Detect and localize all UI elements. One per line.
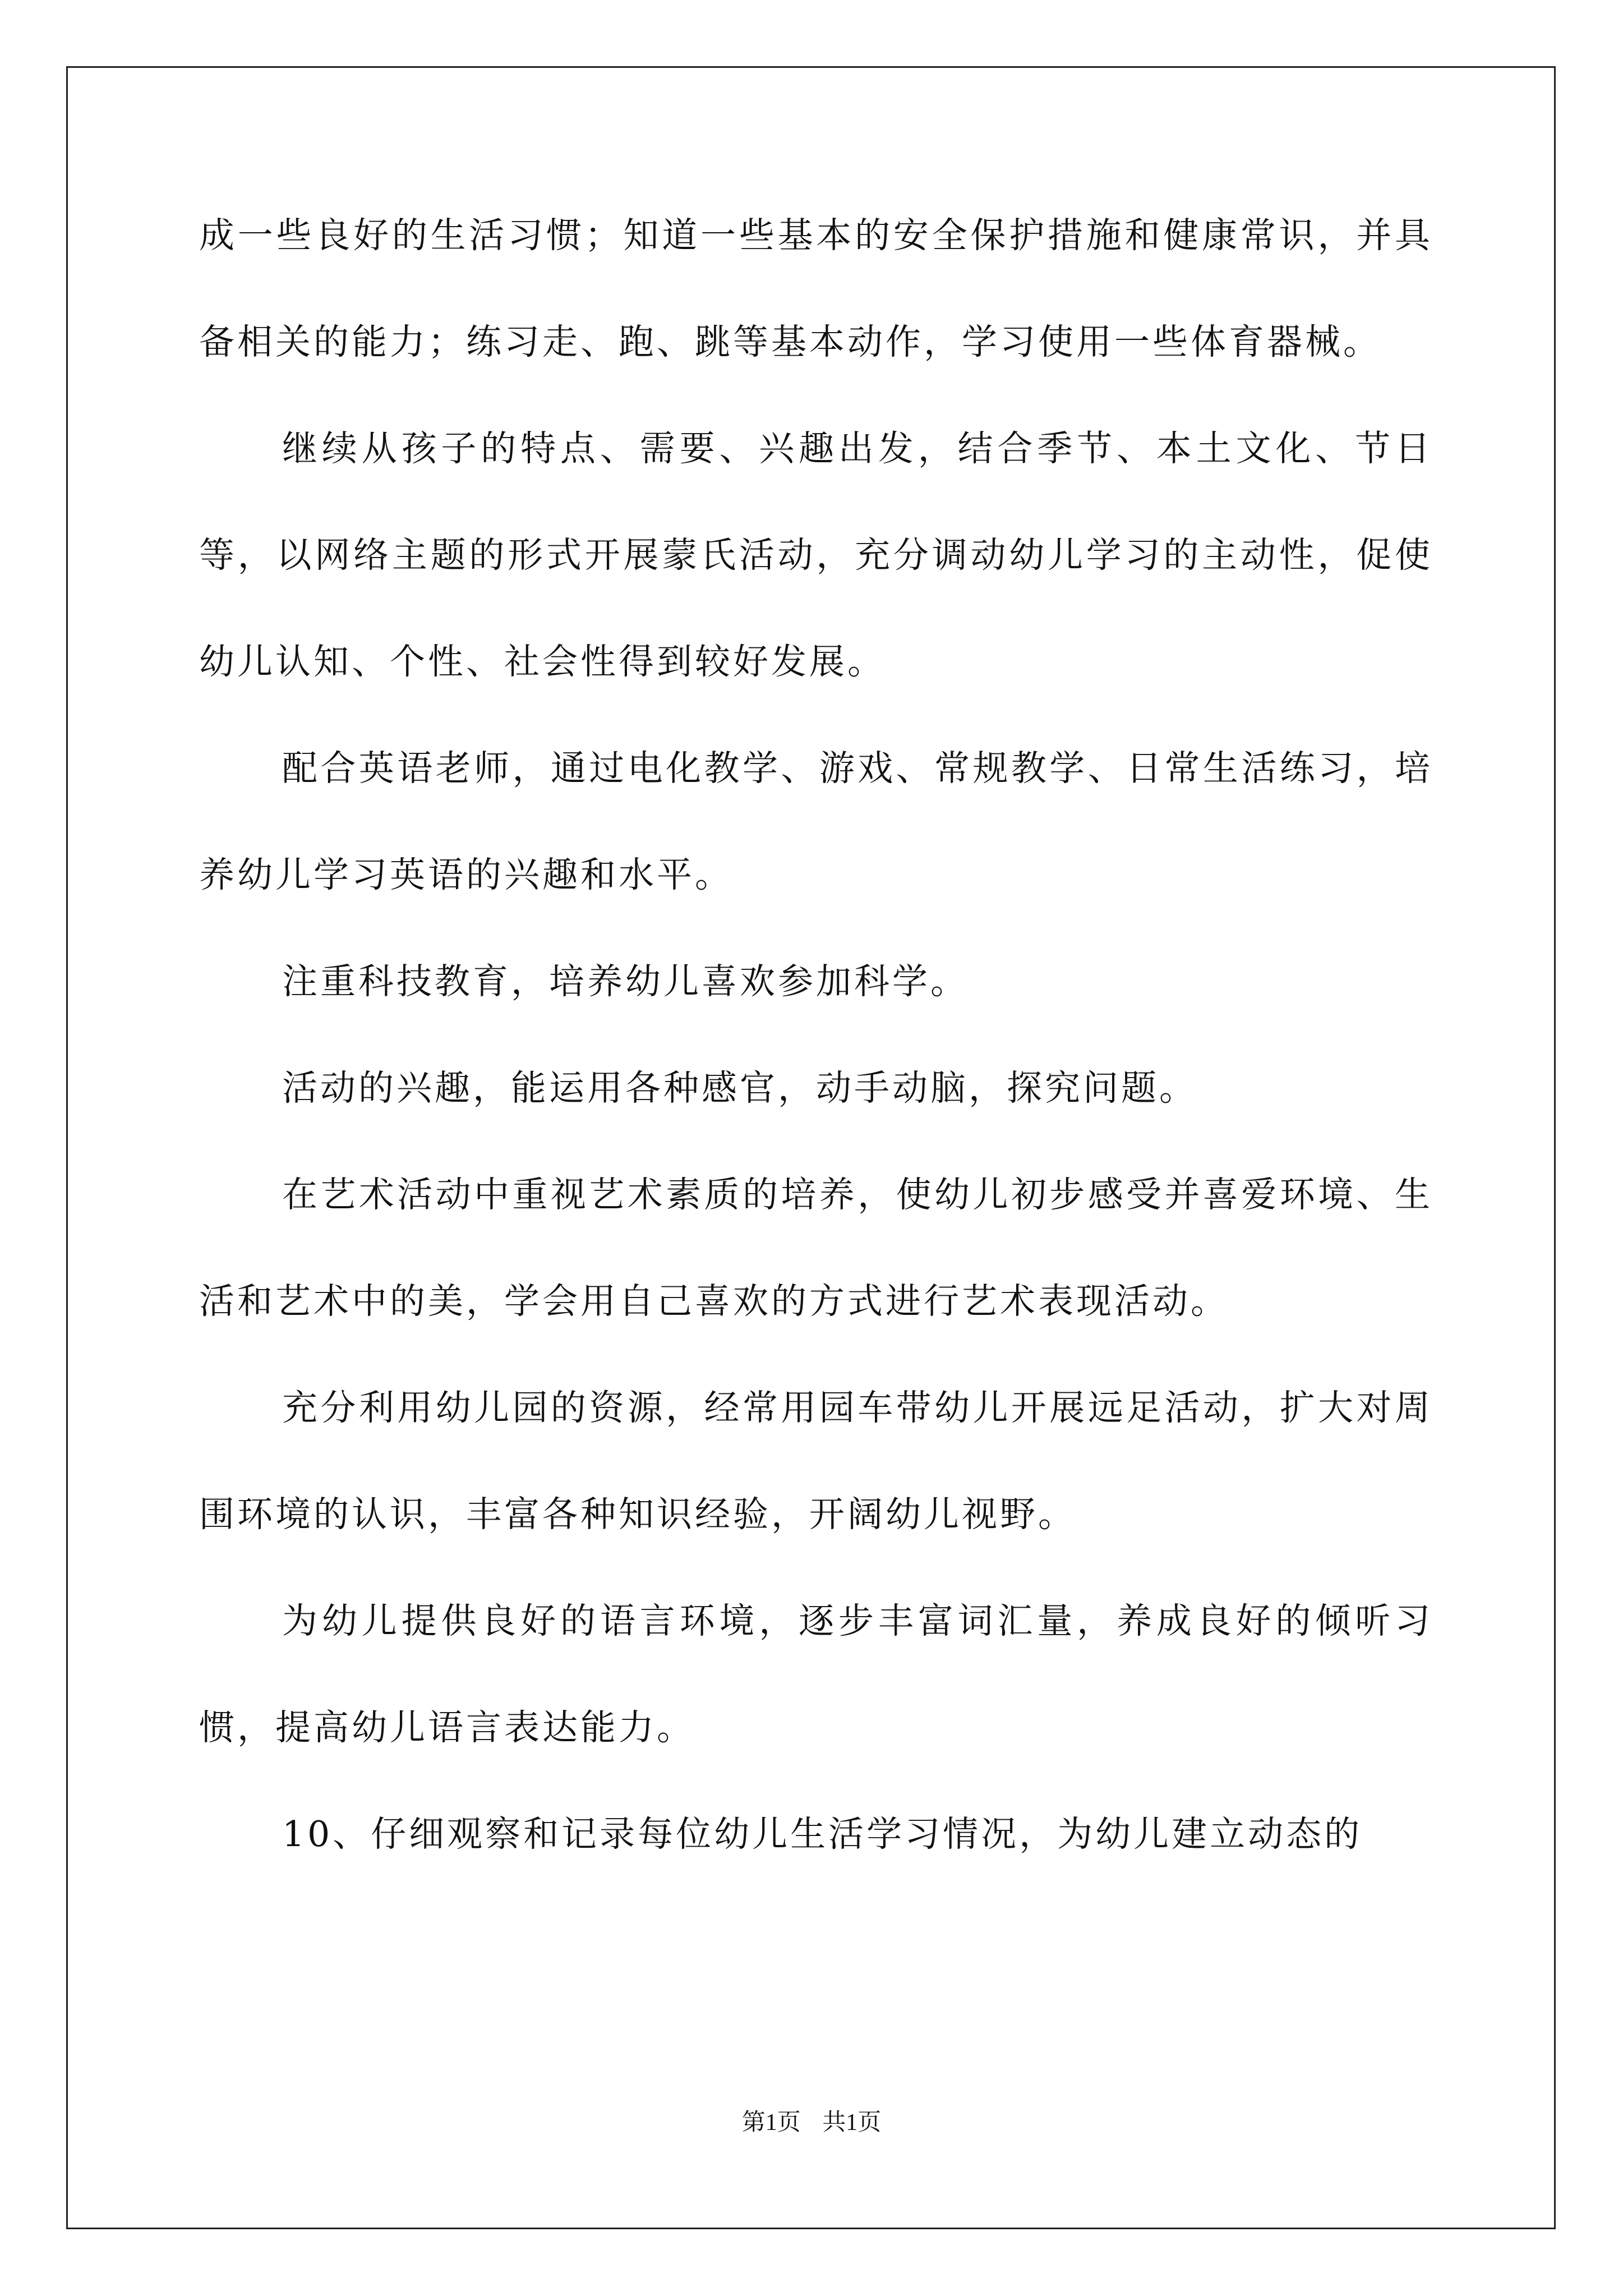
paragraph-1: 成一些良好的生活习惯；知道一些基本的安全保护措施和健康常识，并具备相关的能力；练习走、跑、跳等基本动作，学习使用一些体育器械。 [199,215,1433,362]
paragraph-3: 配合英语老师，通过电化教学、游戏、常规教学、日常生活练习，培养幼儿学习英语的兴趣和水平。 [199,748,1433,895]
paragraph-5: 活动的兴趣，能运用各种感官，动手动脑，探究问题。 [282,1068,1197,1108]
page-number: 第1页 [741,2110,801,2136]
paragraph-6: 在艺术活动中重视艺术素质的培养，使幼儿初步感受并喜爱环境、生活和艺术中的美，学会用自己喜欢的方式进行艺术表现活动。 [199,1174,1433,1322]
page-total: 共1页 [822,2110,882,2136]
paragraph-7: 充分利用幼儿园的资源，经常用园车带幼儿开展远足活动，扩大对周围环境的认识，丰富各种知识经验，开阔幼儿视野。 [199,1387,1433,1535]
paragraph-9: 10、仔细观察和记录每位幼儿生活学习情况，为幼儿建立动态的 [282,1814,1363,1855]
document-body [199,182,1433,1888]
paragraph-8: 为幼儿提供良好的语言环境，逐步丰富词汇量，养成良好的倾听习惯，提高幼儿语言表达能力。 [199,1600,1433,1748]
paragraph-4: 注重科技教育，培养幼儿喜欢参加科学。 [282,961,969,1002]
paragraph-2: 继续从孩子的特点、需要、兴趣出发，结合季节、本土文化、节日等，以网络主题的形式开展蒙氏活动，充分调动幼儿学习的主动性，促使幼儿认知、个性、社会性得到较好发展。 [199,428,1433,682]
page-footer [0,2104,1623,2137]
